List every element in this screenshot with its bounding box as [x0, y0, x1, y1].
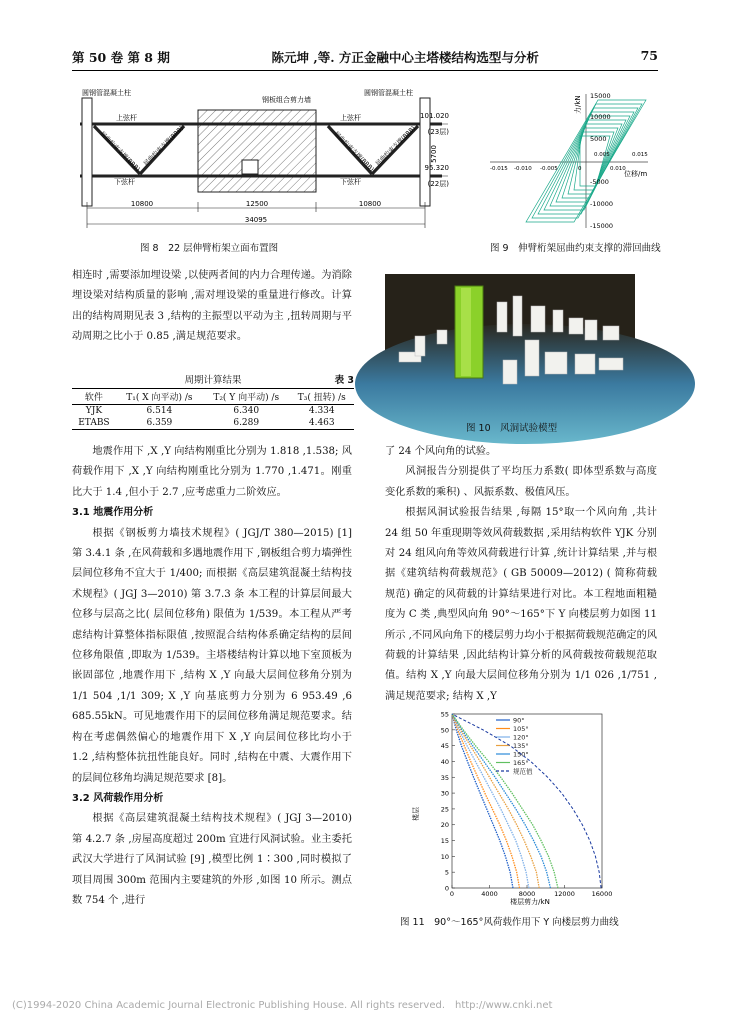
paragraph: 风洞报告分别提供了平均压力系数( 即体型系数与高度变化系数的乘积) 、风振系数、极值风压。 — [385, 466, 657, 498]
fig9-ytick-3: 5000 — [590, 135, 607, 143]
series-line-5 — [452, 714, 558, 888]
y-tick-label: 45 — [440, 742, 449, 751]
label-upper-chord-right: 上弦杆 — [340, 114, 361, 122]
elevation-bottom-floor: (22层) — [427, 180, 449, 188]
legend-label: 120° — [513, 733, 529, 742]
elevation-top: 101.020 — [420, 112, 449, 120]
table-header-row — [72, 389, 354, 405]
legend-label: 105° — [513, 725, 529, 733]
x-tick-label: 12000 — [554, 890, 575, 898]
table-cell: YJK — [85, 406, 103, 416]
y-tick-label: 30 — [440, 789, 449, 798]
story-shear-chart — [412, 708, 613, 906]
table-cell: 4.463 — [308, 418, 335, 428]
fig11-ylabel: 楼层 — [412, 807, 420, 821]
column-left — [82, 98, 92, 206]
outrigger-truss-elevation — [72, 84, 450, 239]
fig9-xtick-4: 0 — [578, 166, 582, 172]
table-header: 软件 — [84, 393, 103, 403]
label-brb-1: 屈曲约束支撑(BRB) — [98, 130, 142, 173]
shear-wall-panel — [198, 110, 316, 192]
article-short-title: 陈元坤 ,等. 方正金融中心主塔楼结构选型与分析 — [271, 50, 539, 65]
elevation-top-floor: (23层) — [427, 128, 449, 136]
wall-opening — [242, 160, 258, 174]
series-line-1 — [452, 714, 520, 888]
legend-label: 90° — [513, 716, 525, 725]
y-tick-label: 40 — [440, 757, 449, 766]
y-tick-label: 0 — [444, 884, 449, 893]
label-lower-chord-left: 下弦杆 — [114, 178, 135, 186]
copyright-footer: (C)1994-2020 China Academic Journal Electronic Publishing House. All rights reserved. http://www.cnki.net — [12, 1000, 553, 1011]
table-header: T₂( Y 向平动) /s — [213, 393, 280, 403]
wind-tunnel-model-image — [385, 274, 635, 406]
table-cell: 4.334 — [308, 406, 335, 416]
fig9-ytick-1: 15000 — [590, 92, 611, 100]
table-label: 表 3 — [334, 375, 354, 386]
fig9-xtick-7: 0.015 — [632, 152, 648, 158]
page-number: 75 — [640, 48, 658, 63]
figure-8-caption: 图 8 22 层伸臂桁架立面布置图 — [140, 243, 279, 254]
label-lower-chord-right: 下弦杆 — [340, 178, 361, 186]
label-column-left: 圆钢管混凝土柱 — [82, 89, 131, 97]
paragraph: 了 24 个风向角的试验。 — [385, 446, 497, 457]
left-column-body — [72, 442, 352, 911]
table-row — [72, 417, 354, 430]
y-tick-label: 35 — [440, 773, 449, 782]
y-tick-label: 20 — [440, 821, 449, 830]
table-header: T₁( X 向平动) /s — [126, 393, 193, 403]
dim-span-left: 10800 — [130, 200, 154, 208]
table-cell: 6.340 — [233, 406, 260, 416]
label-upper-chord-left: 上弦杆 — [116, 114, 137, 122]
figure-11-caption: 图 11 90°～165°风荷载作用下 Y 向楼层剪力曲线 — [400, 917, 619, 928]
y-tick-label: 55 — [440, 710, 449, 719]
fig9-xtick-6: 0.010 — [610, 166, 626, 172]
legend-label: 165° — [513, 759, 529, 767]
elevation-bottom: 95.320 — [424, 164, 449, 172]
table-3 — [72, 372, 354, 430]
y-tick-label: 5 — [444, 868, 449, 877]
fig9-xlabel: 位移/m — [624, 170, 648, 178]
series-line-0 — [452, 714, 513, 888]
label-brb-4: 屈曲约束支撑(BRB) — [374, 124, 417, 168]
table-row — [72, 405, 354, 418]
section-heading-3-2: 3.2 风荷载作用分析 — [72, 792, 164, 804]
figure-11 — [412, 708, 613, 906]
figure-9-caption: 图 9 伸臂桁架屈曲约束支撑的滞回曲线 — [490, 243, 661, 254]
label-wall: 钢板组合剪力墙 — [262, 96, 311, 104]
y-tick-label: 10 — [440, 852, 449, 861]
legend-label: 135° — [513, 742, 529, 750]
legend-label: 150° — [513, 750, 529, 759]
dim-span-right: 10800 — [358, 200, 382, 208]
fig9-ytick-4: -5000 — [590, 178, 609, 186]
figure-10-photo — [385, 274, 635, 406]
y-tick-label: 50 — [440, 726, 449, 735]
label-brb-2: 屈曲约束支撑(BRB) — [142, 124, 185, 168]
dim-span-middle: 12500 — [245, 200, 269, 208]
fig9-xtick-3: -0.005 — [540, 166, 558, 172]
table-title: 周期计算结果 — [184, 375, 242, 386]
fig11-xlabel: 楼层剪力/kN — [510, 898, 550, 906]
fig9-ytick-6: -15000 — [590, 222, 614, 230]
paragraph: 地震作用下 ,X ,Y 向结构刚重比分别为 1.818 ,1.538; 风荷载作用下 ,X ,Y 向结构刚重比分别为 1.770 ,1.471。刚重比大于 1.4 ,但小于 2.7 ,应考虑重力二阶效应。 — [72, 446, 352, 498]
figure-9 — [486, 90, 658, 232]
figure-10-caption: 图 10 风洞试验模型 — [466, 423, 558, 434]
fig9-ylabel: 力/kN — [574, 95, 582, 114]
x-tick-label: 0 — [449, 890, 455, 898]
x-tick-label: 4000 — [481, 890, 498, 898]
left-column-top-text — [72, 266, 352, 348]
paragraph: 相连时 ,需要添加埋设梁 ,以使两者间的内力合理传递。为消除埋设梁对结构质量的影响 ,需对埋设梁的重量进行修改。计算出的结构周期见表 3 ,结构的主振型以平动为主 ,扭转周期与平动周期之比小于 0.85 ,满足规范要求。 — [72, 270, 352, 343]
period-table — [72, 388, 354, 430]
hysteresis-chart — [486, 90, 658, 232]
paragraph: 根据《高层建筑混凝土结构技术规程》( JGJ 3—2010) 第 4.2.7 条 ,房屋高度超过 200m 宜进行风洞试验。业主委托武汉大学进行了风洞试验 [9] ,模型比例 1∶300 ,同时模拟了项目周围 300m 范围内主要建筑的外形 ,如图 10 所示。测点数 754 个 ,进行 — [72, 813, 352, 906]
y-tick-label: 25 — [440, 805, 449, 814]
dim-span-total: 34095 — [244, 216, 268, 224]
fig9-xtick-5: 0.005 — [594, 152, 610, 158]
running-header — [72, 48, 658, 70]
header-rule — [72, 70, 658, 71]
legend-label: 规范值 — [513, 767, 533, 776]
fig9-ytick-5: -10000 — [590, 200, 614, 208]
x-tick-label: 8000 — [518, 890, 536, 898]
right-column-body — [385, 442, 657, 707]
label-column-right: 圆钢管混凝土柱 — [364, 89, 413, 97]
section-heading-3-1: 3.1 地震作用分析 — [72, 507, 154, 519]
x-tick-label: 16000 — [591, 890, 613, 898]
fig9-xtick-2: -0.010 — [514, 166, 532, 172]
fig9-ytick-2: 10000 — [590, 113, 611, 121]
fig9-xtick-1: -0.015 — [490, 166, 508, 172]
y-tick-label: 15 — [440, 837, 449, 846]
paragraph: 根据风洞试验报告结果 ,每隔 15°取一个风向角 ,共计 24 组 50 年重现期等效风荷载数据 ,采用结构软件 YJK 分别对 24 组风向角等效风荷载进行计算 ,统计计算结果 ,并与根据《建筑结构荷载规范》( GB 50009—2012) ( 简称荷载规范) 确定的风荷载的计算结果进行对比。本工程地面粗糙度为 C 类 ,典型风向角 90°～165°下 Y 向楼层剪力如图 11 所示 ,不同风向角下的楼层剪力均小于根据荷载规范确定的风荷载的计算结果 ,因此结构计算分析的风荷载按荷载规范取值。结构 X ,Y 向最大层间位移角分别为 1/1 026 ,1/751 ,满足规范要求; 结构 X ,Y — [385, 507, 657, 702]
table-header: T₃( 扭转) /s — [297, 393, 346, 403]
table-cell: 6.514 — [146, 406, 173, 416]
label-brb-3: 屈曲约束支撑(BRB) — [332, 130, 376, 173]
dim-height: 5700 — [430, 145, 438, 163]
paragraph: 根据《钢板剪力墙技术规程》( JGJ/T 380—2015) [1] 第 3.4.1 条 ,在风荷载和多遇地震作用下 ,钢板组合剪力墙弹性层间位移角不宜大于 1/400; 而根据《高层建筑混凝土结构技术规程》( JGJ 3—2010) 第 3.7.3 条 本工程的计算层间最大位移与层高之比( 层间位移角) 限值为 1/539。本工程从严考虑结构计算整体指标限值 ,按照混合结构体系确定结构的层间位移角限值 ,即取为 1/539。主塔楼结构计算以地下室顶板为嵌固部位 ,地震作用下 ,结构 X ,Y 向最大层间位移角分别为 1/1 504 ,1/1 309; X ,Y 向基底剪力分别为 6 953.49 ,6 685.55kN。可见地震作用下的层间位移角满足规范要求。结构在考虑偶然偏心的地震作用下 X ,Y 向层间位移比均小于 1.2 ,结构整体抗扭性能良好。同时 ,结构在中震、大震作用下的层间位移角均满足规范要求 [8]。 — [72, 527, 352, 784]
table-cell: 6.289 — [233, 418, 260, 428]
figure-8 — [72, 84, 450, 239]
table-cell: 6.359 — [146, 418, 173, 428]
table-cell: ETABS — [78, 418, 110, 428]
journal-volume: 第 50 卷 第 8 期 — [72, 50, 170, 65]
